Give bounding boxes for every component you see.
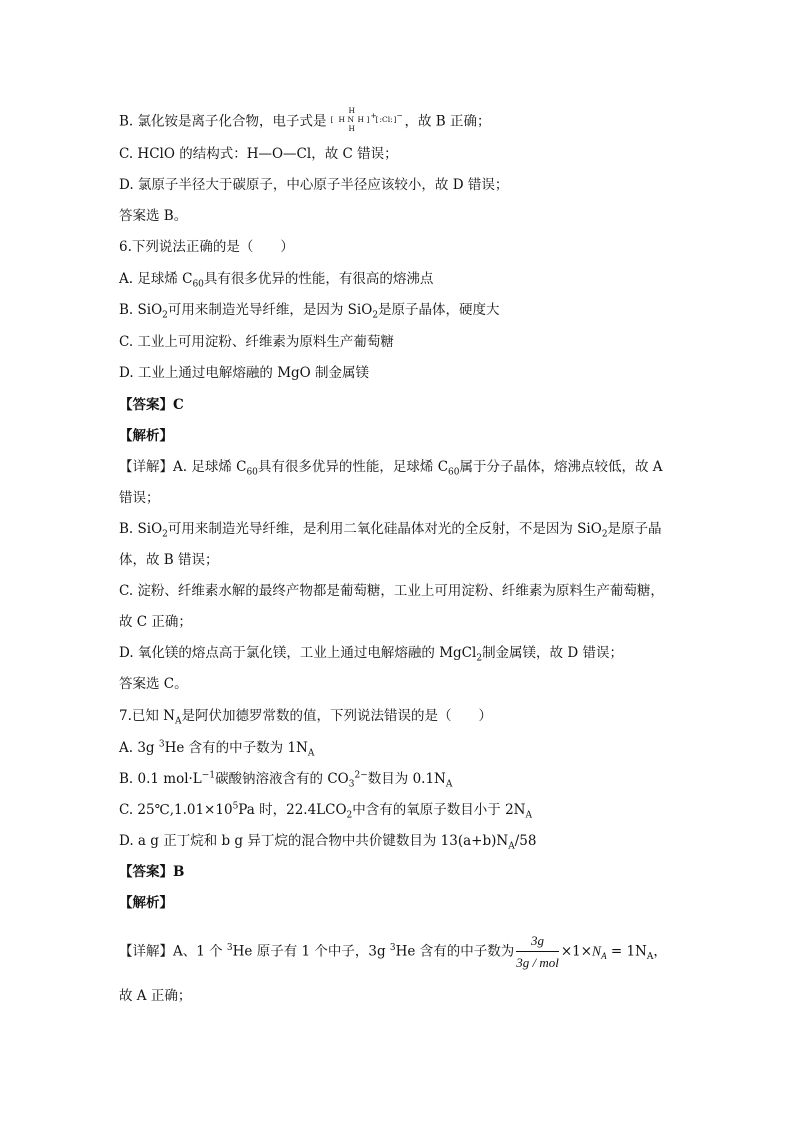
q6-detail-c: C. 淀粉、纤维素水解的最终产物都是葡萄糖，工业上可用淀粉、纤维素为原料生产葡萄糖， (119, 583, 664, 599)
q7-detail-a: 【详解】A、1 个 $^3$He 原子有 1 个中子，3g $^3$He 含有的中子数为 $\frac{3g}{\text{3g / mol}}$ $\times 1\times N_A = 1N_A$， (119, 933, 667, 970)
q6-option-c: C. 工业上可用淀粉、纤维素为原料生产葡萄糖 (119, 334, 394, 350)
option-c-explanation: C. HClO 的结构式：H—O—Cl，故 C 错误； (119, 146, 398, 162)
q6-detail-c-cont: 故 C 正确； (119, 614, 192, 630)
q6-answer-line: 答案选 C。 (119, 676, 188, 692)
text: B. 氯化铵是离子化合物，电子式是 (119, 113, 327, 130)
q6-detail-d: D. 氧化镁的熔点高于氯化镁，工业上通过电解熔融的 MgCl$_2$制金属镁，故 D 错误； (119, 645, 623, 664)
q6-detail-a-cont: 错误； (119, 490, 160, 506)
q6-detail-a: 【详解】A. 足球烯 $C_{60}$具有很多优异的性能，足球烯 $C_{60}$属于分子晶体，熔沸点较低，故 A (119, 459, 663, 478)
answer-line: 答案选 B。 (119, 208, 188, 224)
q7-option-d: D. a g 正丁烷和 b g 异丁烷的混合物中共价键数目为 $13(a+b)N_A/58$ (119, 833, 537, 852)
option-b-explanation: B. 氯化铵是离子化合物，电子式是 [ H H N H H ] + [ :Cl: ] − ，故 B 正确； (119, 106, 491, 133)
q7-analysis-label: 【解析】 (119, 895, 173, 911)
fraction: $\frac{3g}{\text{3g / mol}}$ (516, 933, 559, 970)
option-d-explanation: D. 氯原子半径大于碳原子，中心原子半径应该较小，故 D 错误； (119, 177, 509, 193)
question-6: 6.下列说法正确的是（ ） (119, 239, 294, 255)
question-7: 7.已知 $N_A$是阿伏加德罗常数的值，下列说法错误的是（ ） (119, 708, 492, 727)
electron-dot-formula: [ H H N H H ] + [ :Cl: ] − (330, 106, 403, 133)
q6-option-d: D. 工业上通过电解熔融的 MgO 制金属镁 (119, 365, 370, 381)
q6-option-a: A. 足球烯 $C_{60}$具有很多优异的性能，有很高的熔沸点 (119, 271, 434, 290)
q6-detail-b-cont: 体，故 B 错误； (119, 552, 219, 568)
q6-answer: 【答案】C (119, 397, 184, 413)
q7-option-c: C. $25℃,1.01\times 10^5Pa$ 时，$22.4LCO_2$中含有的氧原子数目小于 $2N_A$ (119, 801, 532, 821)
q6-detail-b: B. SiO$_2$可用来制造光导纤维，是利用二氧化硅晶体对光的全反射，不是因为 SiO$_2$是原子晶 (119, 521, 662, 540)
q6-analysis-label: 【解析】 (119, 428, 173, 444)
q7-option-b: B. 0.1 $mol\cdot L^{-1}$碳酸钠溶液含有的 $CO_3^{2-}$数目为 $0.1N_A$ (119, 770, 453, 790)
q7-answer: 【答案】B (119, 864, 185, 880)
q6-option-b: B. SiO$_2$可用来制造光导纤维，是因为 SiO$_2$是原子晶体，硬度大 (119, 302, 500, 321)
q7-option-a: A. 3g $^3$He 含有的中子数为 $1N_A$ (119, 739, 315, 759)
q7-detail-a-cont: 故 A 正确； (119, 988, 192, 1004)
